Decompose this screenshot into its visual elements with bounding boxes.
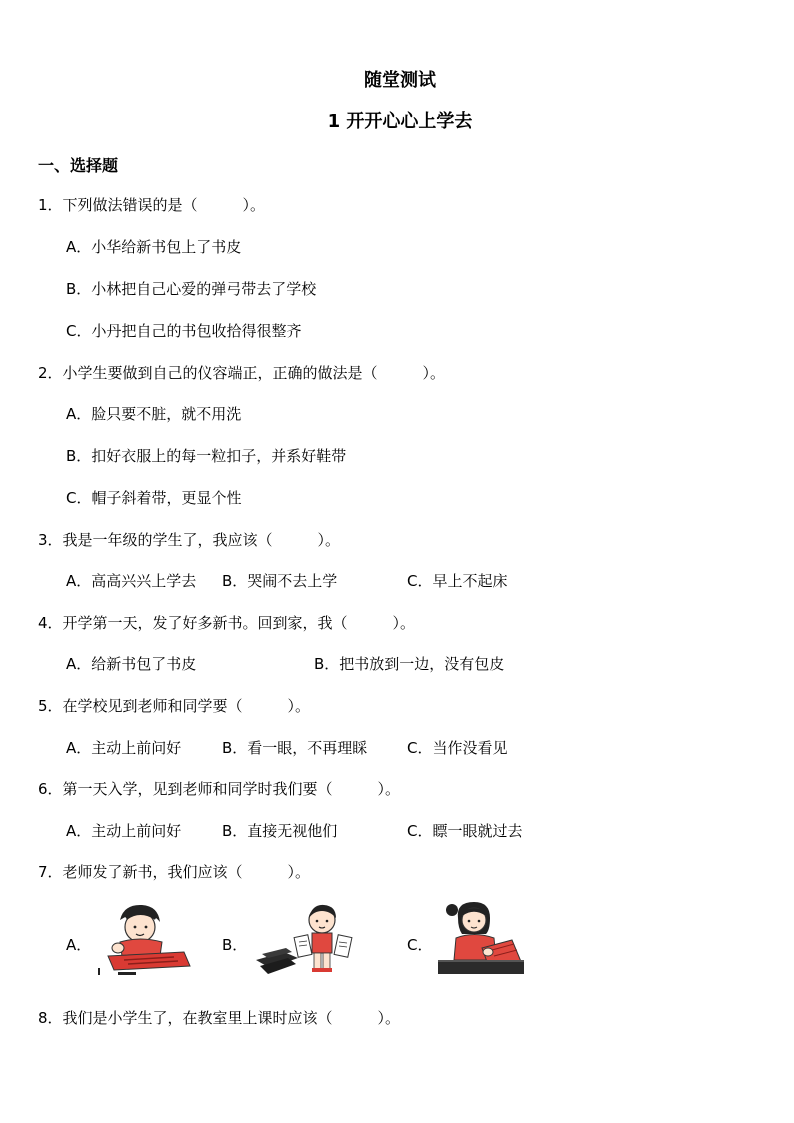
question-1-option-a[interactable]: A．小华给新书包上了书皮 [66, 238, 242, 256]
section-heading: 一、选择题 [38, 156, 119, 175]
question-2-option-b[interactable]: B．扣好衣服上的每一粒扣子，并系好鞋带 [66, 447, 347, 465]
child-with-scattered-books-illustration[interactable] [252, 900, 362, 980]
question-2-option-c[interactable]: C．帽子斜着带，更显个性 [66, 489, 242, 507]
question-8-stem: 8．我们是小学生了，在教室里上课时应该（ ）。 [38, 1009, 401, 1027]
question-4-option-a[interactable]: A．给新书包了书皮 [66, 655, 197, 673]
page-title: 随堂测试 [364, 70, 436, 91]
question-1-stem: 1．下列做法错误的是（ ）。 [38, 196, 266, 214]
question-1-option-b[interactable]: B．小林把自己心爱的弹弓带去了学校 [66, 280, 317, 298]
question-2-option-a[interactable]: A．脸只要不脏，就不用洗 [66, 405, 242, 423]
question-7-option-a[interactable]: A． [66, 936, 92, 954]
question-5-option-c[interactable]: C．当作没看见 [407, 739, 508, 757]
lesson-title: 1 开开心心上学去 [327, 111, 473, 132]
question-6-option-b[interactable]: B．直接无视他们 [222, 822, 338, 840]
question-6-option-c[interactable]: C．瞟一眼就过去 [407, 822, 523, 840]
question-6-option-a[interactable]: A．主动上前问好 [66, 822, 182, 840]
question-4-stem: 4．开学第一天，发了好多新书。回到家，我（ ）。 [38, 614, 416, 632]
question-5-option-a[interactable]: A．主动上前问好 [66, 739, 182, 757]
question-3-option-a[interactable]: A．高高兴兴上学去 [66, 572, 197, 590]
question-7-stem: 7．老师发了新书，我们应该（ ）。 [38, 863, 311, 881]
question-1-option-c[interactable]: C．小丹把自己的书包收拾得很整齐 [66, 322, 302, 340]
question-7-option-c[interactable]: C． [407, 936, 433, 954]
question-3-option-c[interactable]: C．早上不起床 [407, 572, 508, 590]
question-3-option-b[interactable]: B．哭闹不去上学 [222, 572, 338, 590]
question-2-stem: 2．小学生要做到自己的仪容端正，正确的做法是（ ）。 [38, 364, 446, 382]
question-6-stem: 6．第一天入学，见到老师和同学时我们要（ ）。 [38, 780, 401, 798]
question-5-option-b[interactable]: B．看一眼，不再理睬 [222, 739, 368, 757]
question-3-stem: 3．我是一年级的学生了，我应该（ ）。 [38, 531, 341, 549]
question-5-stem: 5．在学校见到老师和同学要（ ）。 [38, 697, 311, 715]
child-wrapping-book-illustration[interactable] [94, 900, 194, 978]
question-7-option-b[interactable]: B． [222, 936, 248, 954]
girl-packing-books-illustration[interactable] [432, 898, 528, 978]
question-4-option-b[interactable]: B．把书放到一边，没有包皮 [314, 655, 505, 673]
